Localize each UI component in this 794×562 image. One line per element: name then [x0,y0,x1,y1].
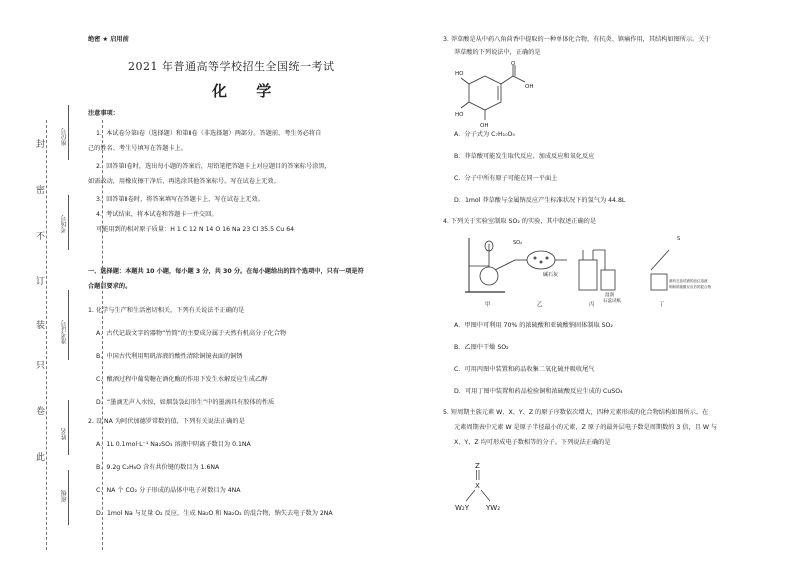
label-oh-bottom: OH [480,123,489,129]
exam-room-field: 考场号 [61,215,68,233]
question-3-stem: 莽草酸的下列说法中，正确的是 [454,49,541,56]
question-2-option: D．1mol Na 与足量 O₂ 反应，生成 Na₂O 和 Na₂O₂ 的混合物，钠失去电子数为 2NA [96,510,333,517]
field-underline [68,290,69,360]
binding-glyph: 不 [36,232,46,242]
label-s: S [677,236,681,242]
field-underline [68,195,69,250]
label-ho-top: HO [455,71,464,77]
question-1-option: C．酿酒过程中葡萄糖在酒化酶的作用下发生水解反应生成乙醇 [96,376,268,383]
apparatus-figure [455,230,711,308]
label-ding: 丁 [659,302,665,308]
question-3-stem: 3. 莽草酸是从中药八角茴香中提取的一种单体化合物，有抗炎、镇痛作用，其结构如图所示。关于 [443,36,711,43]
exam-title: 2021 年普通高等学校招生全国统一考试 [128,60,335,73]
question-4-option: D．可用丁图中装置和药品检验铜和浓硫酸反应生成的 CuSO₄ [454,388,623,395]
seat-number-field: 座位号 [61,128,68,146]
label-soda-lime: 碱石灰 [543,272,559,278]
compound-structure [455,460,525,515]
binding-glyph: 此 [36,453,46,463]
label-ho-bottom: HO [455,112,464,118]
field-underline [68,470,69,525]
question-1-stem: 1. 化学与生产和生活密切相关。下列有关说法不正确的是 [88,307,245,314]
binding-dash-line [46,120,47,550]
question-1-option: A．古代记载文字的器物“竹简”的主要成分属于天然有机高分子化合物 [96,330,287,337]
question-3-option: A．分子式为 C₇H₁₀O₅ [454,131,515,138]
notice-item: 4．考试结束，将本试卷和答题卡一并交回。 [96,211,218,218]
notice-item: 3．回答第Ⅱ卷时，将答案填写在答题卡上，写在试卷上无效。 [96,196,264,203]
question-1-option: D．“墨滴无声入水惊，如烟袅袅幻形生”中的墨滴具有胶体的性质 [96,399,275,406]
question-5-stem: 元素周期表中元素 W 是原子半径最小的元素，Z 原子的最外层电子数是周期数的 3 倍，且 W 与 [454,424,718,431]
question-2-option: C．NA 个 CO₂ 分子形成的晶体中电子对数目为 4NA [96,487,241,494]
question-5-stem: 5. 短周期主族元素 W、X、Y、Z 的原子序数依次增大，四种元素形成的化合物结构如图所示。在 [443,409,709,416]
label-mixture: 铜和浓硫酸反应后的混合物 [669,285,711,289]
question-1-option: B．中国古代利用明矾溶液的酸性清除铜镜表面的铜锈 [96,353,243,360]
label-litmus: 石蕊试纸 [603,299,621,304]
admission-number-field: 准考证号 [61,320,68,344]
notice-item: 1．本试卷分第Ⅰ卷（选择题）和第Ⅱ卷（非选择题）两部分。答题前，考生务必将自 [96,130,322,137]
question-3-option: C．分子中所有原子可能在同一平面上 [454,175,558,182]
notice-item: 2．回答第Ⅰ卷时，选出每小题的答案后，用铅笔把答题卡上对应题目的答案标号涂黑， [96,163,331,170]
group-w2y: W₂Y [455,504,470,512]
notice-item: 如需改动，用橡皮擦干净后，再选涂其他答案标号。写在试卷上无效。 [88,178,280,185]
notice-heading: 注意事项： [88,110,119,117]
atom-z: Z [475,462,480,470]
section-heading: 一、选择题：本题共 10 小题，每小题 3 分，共 30 分。在每小题给出的四个选项中，只有一项是符 [88,268,364,275]
question-4-option: B．乙图中干燥 SO₂ [454,344,509,351]
section-heading: 合题目要求的。 [88,283,132,290]
shikimic-acid-structure [455,62,545,130]
binding-glyph: 只 [36,361,46,371]
question-2-option: A．1L 0.1mol·L⁻¹ Na₂SO₃ 溶液中阴离子数目为 0.1NA [96,441,251,448]
binding-glyph: 封 [36,140,46,150]
question-3-option: D．1mol 莽草酸与金属钠反应产生标准状况下的氢气为 44.8L [454,197,626,204]
label-jia: 甲 [485,302,491,308]
question-2-option: B．9.2g C₂H₆O 含有共价键的数目为 1.6NA [96,464,220,471]
notice-item: 己的姓名、考生号填写在答题卡上。 [88,145,187,152]
question-5-stem: X、Y、Z 均可形成电子数相等的分子。下列说法正确的是 [454,439,611,446]
label-yi: 乙 [537,302,543,308]
label-bing: 丙 [589,302,595,308]
label-so2: SO₂ [513,240,523,246]
binding-glyph: 装 [36,321,46,331]
label-moist: 湿润 [605,293,614,298]
secret-label: 绝密 ★ 启用前 [88,36,129,43]
question-3-option: B．莽草酸可能发生取代反应、加成反应和氧化反应 [454,153,595,160]
subject-title: 化 学 [212,82,284,100]
binding-glyph: 卷 [36,407,46,417]
field-underline [68,400,69,455]
binding-glyph: 密 [36,186,46,196]
question-4-stem: 4. 下列关于实验室制取 SO₂ 的实验，其中叙述正确的是 [443,218,597,225]
question-2-stem: 2. 设 NA 为阿伏加德罗常数的值，下列有关说法正确的是 [88,418,245,425]
binding-glyph: 订 [36,277,46,287]
group-yw2: YW₂ [486,504,501,512]
atomic-mass-line: 可能用到的相对原子质量：H 1 C 12 N 14 O 16 Na 23 Cl 35.5 Cu 64 [96,226,295,233]
question-4-option: C．可用丙图中装置和药品收集二氧化硫并吸收尾气 [454,366,595,373]
label-oh-acid: OH [525,84,534,90]
atom-x: X [475,482,480,490]
label-indicator: 滴有石蕊试液的品红溶液 [669,279,708,283]
field-underline [68,105,69,160]
label-o-carbonyl: O [511,61,516,67]
name-field: 姓名 [61,428,68,440]
question-4-option: A．甲图中可利用 70% 的浓硫酸和亚硫酸钠固体制取 SO₂ [454,322,613,329]
class-field: 班级 [61,490,68,502]
